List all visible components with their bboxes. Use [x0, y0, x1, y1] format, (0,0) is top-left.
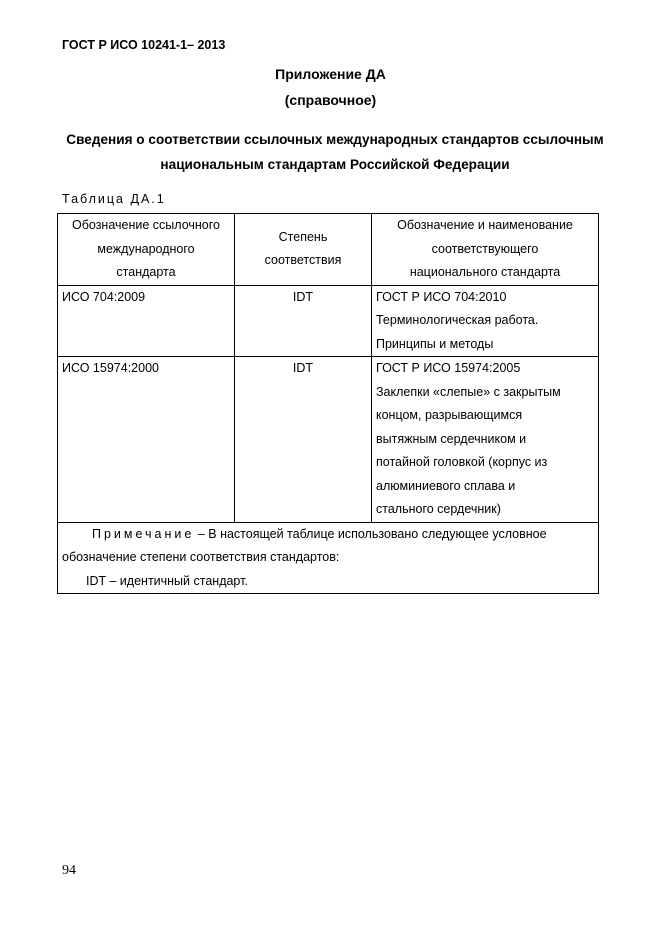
heading-line: Сведения о соответствии ссылочных международных стандартов ссылочным [66, 132, 604, 147]
page-number: 94 [62, 863, 76, 878]
cell-intl-standard: ИСО 704:2009 [58, 285, 235, 357]
cell-line: потайной головкой (корпус из [376, 455, 548, 469]
header-degree [235, 214, 372, 286]
header-line: Степень [278, 229, 328, 244]
note-label: Примечание [92, 526, 195, 541]
cell-line: ГОСТ Р ИСО 15974:2005 [376, 361, 521, 375]
note-line: IDT – идентичный стандарт. [86, 573, 248, 588]
cell-line: Терминологическая работа. [376, 313, 539, 327]
cell-line: Принципы и методы [376, 336, 494, 351]
table-header-row [58, 214, 599, 286]
cell-line: Заклепки «слепые» с закрытым [376, 384, 561, 399]
header-line: соответствия [264, 253, 342, 268]
table-label: Таблица ДА.1 [62, 192, 166, 206]
cell-degree: IDT [235, 357, 372, 523]
table-row [58, 285, 599, 357]
heading-line: национальным стандартам Российской Федерации [160, 157, 510, 172]
note-line [62, 523, 594, 547]
note-text: – В настоящей таблице использовано следующее условное [194, 526, 547, 541]
correspondence-table-wrapper [57, 213, 589, 594]
cell-line: ГОСТ Р ИСО 704:2010 [376, 289, 507, 304]
correspondence-table [57, 213, 599, 594]
cell-national-standard [372, 285, 599, 357]
note-line: обозначение степени соответствия стандартов: [62, 550, 340, 564]
annex-subtitle: (справочное) [284, 92, 377, 108]
header-line: стандарта [116, 265, 176, 279]
table-note-row [58, 522, 599, 594]
section-heading [40, 127, 630, 177]
header-intl-standard [58, 214, 235, 286]
cell-line: стального сердечник) [376, 502, 501, 516]
cell-line: концом, разрывающимся [376, 408, 523, 422]
table-row [58, 357, 599, 523]
header-line: соответствующего [431, 241, 539, 256]
document-header: ГОСТ Р ИСО 10241-1– 2013 [62, 38, 226, 52]
cell-national-standard [372, 357, 599, 523]
annex-title: Приложение ДА [275, 66, 386, 82]
header-line: Обозначение и наименование [397, 218, 573, 232]
header-line: международного [97, 241, 195, 256]
cell-degree: IDT [235, 285, 372, 357]
cell-line: алюминиевого сплава и [376, 478, 516, 493]
header-national-standard [372, 214, 599, 286]
cell-line: вытяжным сердечником и [376, 431, 527, 446]
header-line: Обозначение ссылочного [72, 218, 220, 232]
header-line: национального стандарта [409, 265, 561, 279]
table-note [58, 522, 599, 594]
cell-intl-standard: ИСО 15974:2000 [58, 357, 235, 523]
